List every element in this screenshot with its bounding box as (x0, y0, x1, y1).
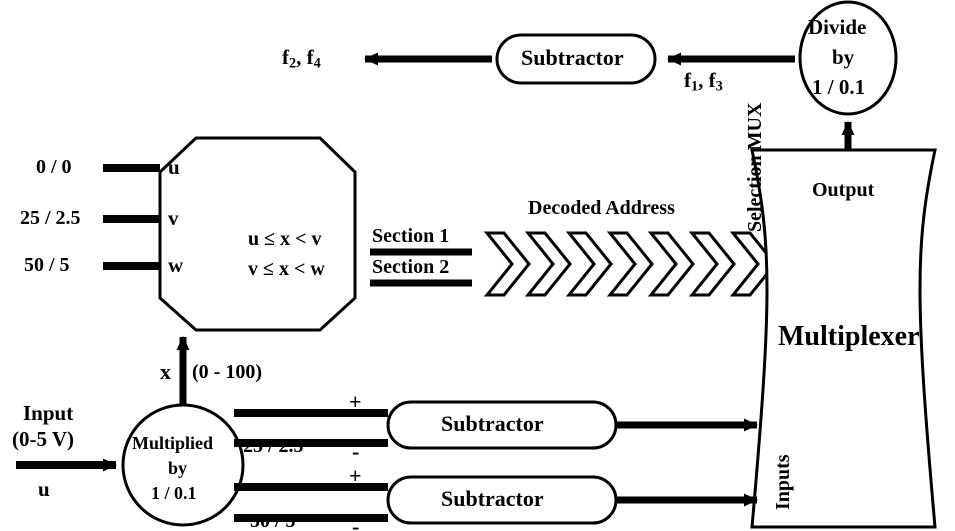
sub-mid-minus-value: 25 / 2.5 (243, 435, 304, 457)
label-f2-f4: $f_2$, $f_4$ (282, 45, 321, 72)
port-label-u: u (168, 155, 180, 179)
sub-bottom-minus-value: 50 / 5 (250, 510, 296, 531)
input-title-label: Input (23, 401, 74, 425)
mux-inputs-label: Inputs (772, 454, 794, 510)
divide-by-line1: Divide (808, 15, 867, 39)
subtractor-top-label: Subtractor (521, 45, 624, 70)
x-label: x (160, 359, 171, 384)
decoded-address-label: Decoded Address (528, 197, 675, 219)
decoded-address-chevrons (487, 233, 775, 295)
input-u-label: u (38, 477, 50, 501)
multiplied-by-line3: 1 / 0.1 (151, 483, 197, 503)
mux-output-label: Output (812, 179, 875, 201)
port-label-v: v (168, 206, 179, 230)
sub-mid-plus-sign: + (349, 389, 362, 414)
multiplied-by-line2: by (168, 458, 188, 478)
condition-2: v ≤ x < w (248, 258, 325, 280)
label-f1-f3: $f_1$, $f_3$ (684, 68, 723, 95)
multiplied-by-line1: Multiplied (132, 433, 214, 453)
condition-1: u ≤ x < v (248, 228, 322, 250)
sub-bottom-minus-sign: - (352, 514, 360, 531)
section-2-label: Section 2 (372, 256, 450, 278)
input-label-top: 0 / 0 (36, 156, 72, 178)
mux-selection-label: Selection MUX (744, 102, 766, 232)
divide-by-line2: by (832, 45, 855, 69)
input-label-mid: 25 / 2.5 (20, 207, 81, 229)
section-1-label: Section 1 (372, 225, 450, 247)
subtractor-bottom-label: Subtractor (441, 486, 544, 511)
input-volts-label: (0-5 V) (12, 427, 75, 451)
x-range-label: (0 - 100) (192, 361, 262, 383)
subtractor-mid-label: Subtractor (441, 411, 544, 436)
divide-by-line3: 1 / 0.1 (812, 75, 866, 99)
sub-mid-minus-sign: - (352, 439, 360, 464)
multiplexer-label: Multiplexer (778, 321, 920, 352)
sub-bottom-plus-sign: + (349, 463, 362, 488)
input-label-bottom: 50 / 5 (24, 254, 70, 276)
port-label-w: w (168, 253, 184, 277)
